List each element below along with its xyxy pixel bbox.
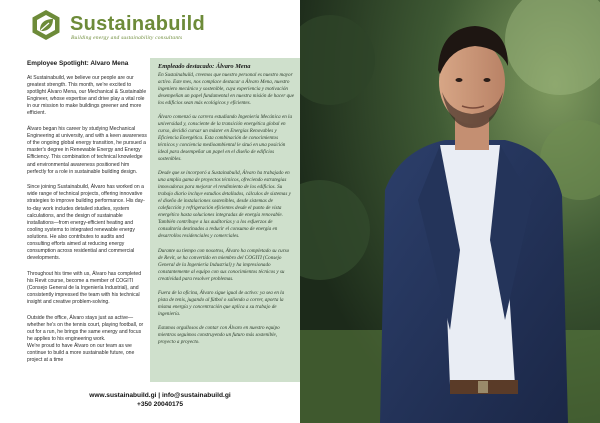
spanish-title: Empleado destacado: Álvaro Mena: [158, 63, 251, 70]
english-title: Employee Spotlight: Alvaro Mena: [27, 60, 129, 67]
english-paragraph: Outside the office, Álvaro stays just as active—whether he's on the tennis court, playing football, or out for a run, he brings the same energy and focus he applies to his engineering work. We're proud to have Álvaro on our team as we continue to build a more sustainable future, one project at a time: [27, 314, 144, 364]
contact-web-email[interactable]: www.sustainabuild.gi | info@sustainabuild.gi: [89, 392, 231, 399]
english-article: [27, 60, 147, 373]
english-paragraph: Throughout his time with us, Álvaro has completed his Revit course, become a member of COGITI (Consejo General de la Ingeniería Industrial), and consistently impressed the team with his technical insight and creative problem-solving.: [27, 270, 142, 306]
brand-logo: [30, 9, 270, 43]
spanish-article: [158, 63, 294, 353]
employee-portrait-photo: [300, 0, 600, 423]
spanish-paragraph: Estamos orgullosos de contar con Álvaro en nuestro equipo mientras seguimos construyendo un futuro más sostenible, proyecto a proyecto.: [158, 324, 280, 345]
english-paragraph: At Sustainabuild, we believe our people are our greatest strength. This month, we're excited to spotlight Álvaro Mena, our Mechanical & Sustainable Engineer, whose expertise and drive play a vital role in our mission to make buildings greener and more efficient.: [27, 75, 147, 117]
spanish-paragraph: Álvaro comenzó su carrera estudiando Ingeniería Mecánica en la universidad y, consciente de la transición energética global en curso, decidió cursar un máster en Energías Renovables y Eficiencia Energética. Esta combinación de conocimientos técnicos y conciencia medioambiental le situó en una posición ideal para desempeñar un papel en el diseño de edificios sostenibles.: [158, 114, 293, 163]
spanish-paragraph: En Sustainabuild, creemos que nuestro personal es nuestro mayor activo. Este mes, nos complace destacar a Álvaro Mena, nuestro ingeniero mecánico y sostenible, cuya experiencia y motivación desempeñan un papel fundamental en nuestra misión de hacer que los edificios sean más ecológicos y eficientes.: [158, 72, 294, 106]
spanish-paragraph: Desde que se incorporó a Sustainabuild, Álvaro ha trabajado en una amplia gama de proyectos técnicos, ofreciendo estrategias innovadoras para mejorar el rendimiento de los edificios. Su trabajo diario incluye estudios detallados, cálculos de sistemas y el diseño de instalaciones sostenibles, desde sistemas de calefacción y refrigeración eficientes desde el punto de vista energético hasta soluciones integradas de energía renovable. También contribuye a las auditorías y a los esfuerzos de consultoría destinados a reducir el consumo de energía en desarrollos residenciales y comerciales.: [158, 170, 291, 240]
brand-tagline: Building energy and sustainability consultants: [71, 35, 183, 41]
brand-name: Sustainabuild: [70, 13, 206, 35]
spanish-panel: [150, 58, 300, 382]
contact-phone: +350 20040175: [136, 401, 184, 408]
contact-footer: [80, 391, 240, 409]
english-paragraph: Since joining Sustainabuild, Álvaro has worked on a wide range of technical projects, offering innovative strategies to improve building performance. His day-to-day work includes detailed studies, system calculations, and the design of sustainable installations—from energy-efficient heating and cooling systems to integrated renewable energy solutions. He also contributes to audits and consulting efforts aimed at reducing energy consumption across residential and commercial developments.: [27, 184, 145, 262]
spanish-paragraph: Fuera de la oficina, Álvaro sigue igual de activo: ya sea en la pista de tenis, jugando al fútbol o saliendo a correr, aporta la misma energía y concentración que aplica a su trabajo de ingeniería.: [158, 289, 285, 317]
english-paragraph: Álvaro began his career by studying Mechanical Engineering at university, and with a keen awareness of the ongoing global energy transition, he pursued a master's degree in Renewable Energy and Energy Efficiency. This combination of technical knowledge and environmental awareness positioned him perfectly for a role in sustainable building design.: [27, 126, 147, 175]
spanish-paragraph: Durante su tiempo con nosotros, Álvaro ha completado su curso de Revit, se ha convertido en miembro del COGITI (Consejo General de la Ingeniería Industrial) y ha impresionado constantemente al equipo con sus conocimientos técnicos y su creatividad para resolver problemas.: [158, 247, 290, 282]
hexagon-leaf-logo-icon: [30, 9, 62, 41]
